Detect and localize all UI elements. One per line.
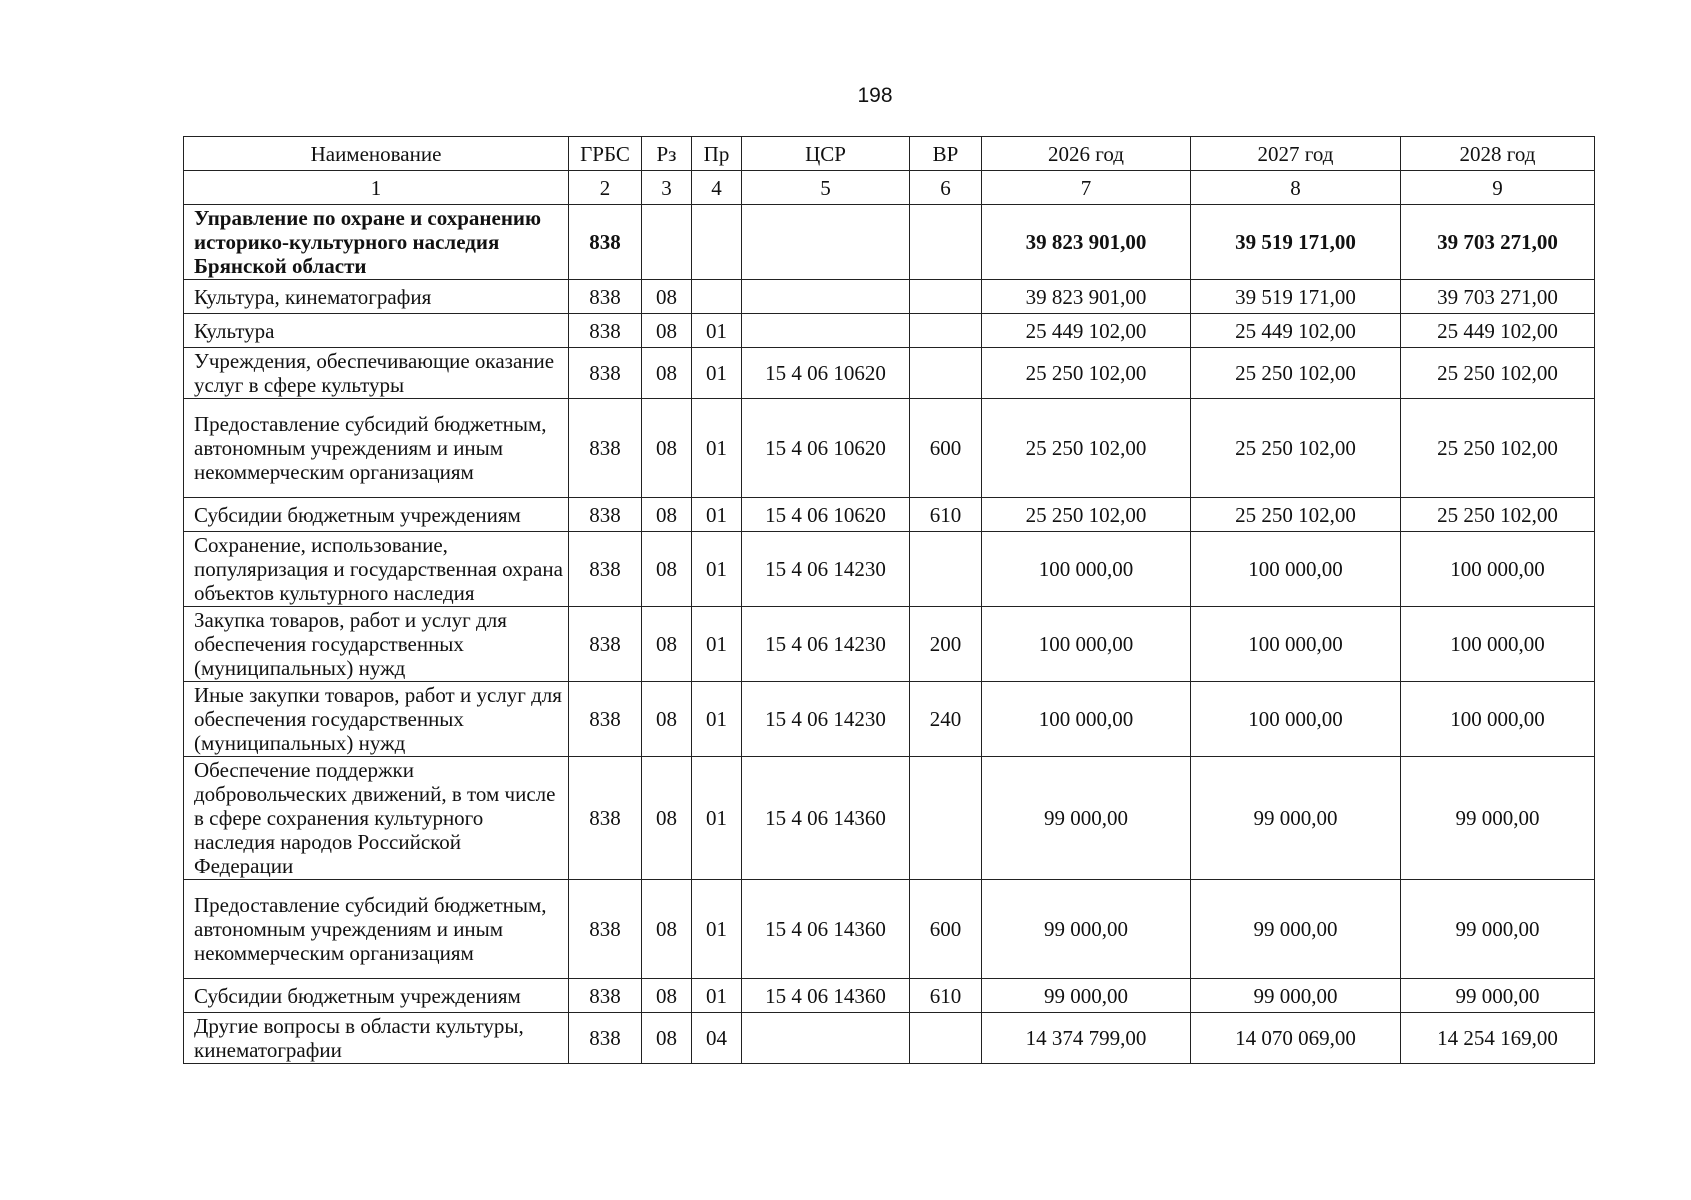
- cell-amount-2027: 25 449 102,00: [1191, 314, 1401, 348]
- cell-amount-2026: 14 374 799,00: [982, 1013, 1191, 1064]
- cell-pr: 01: [692, 399, 742, 498]
- cell-grbs: 838: [569, 498, 642, 532]
- cell-amount-2026: 25 449 102,00: [982, 314, 1191, 348]
- cell-amount-2027: 100 000,00: [1191, 682, 1401, 757]
- cell-amount-2027: 99 000,00: [1191, 757, 1401, 880]
- cell-amount-2027: 25 250 102,00: [1191, 348, 1401, 399]
- cell-rz: 08: [642, 607, 692, 682]
- cell-name: Субсидии бюджетным учреждениям: [184, 979, 569, 1013]
- cell-rz: 08: [642, 314, 692, 348]
- cell-amount-2027: 39 519 171,00: [1191, 280, 1401, 314]
- cell-rz: 08: [642, 532, 692, 607]
- cell-name: Сохранение, использование, популяризация и государственная охрана объектов культурного наследия: [184, 532, 569, 607]
- cell-grbs: 838: [569, 757, 642, 880]
- column-number: 9: [1401, 171, 1595, 205]
- cell-vr: [910, 314, 982, 348]
- cell-grbs: 838: [569, 532, 642, 607]
- cell-pr: 01: [692, 757, 742, 880]
- cell-amount-2028: 100 000,00: [1401, 532, 1595, 607]
- column-number: 1: [184, 171, 569, 205]
- cell-amount-2026: 99 000,00: [982, 979, 1191, 1013]
- col-header-pr: Пр: [692, 137, 742, 171]
- cell-rz: [642, 205, 692, 280]
- cell-grbs: 838: [569, 348, 642, 399]
- column-number: 7: [982, 171, 1191, 205]
- cell-amount-2026: 99 000,00: [982, 757, 1191, 880]
- table-row: [184, 979, 1595, 1013]
- cell-pr: 01: [692, 682, 742, 757]
- cell-rz: 08: [642, 757, 692, 880]
- table-row: [184, 498, 1595, 532]
- cell-amount-2026: 99 000,00: [982, 880, 1191, 979]
- cell-pr: [692, 205, 742, 280]
- column-number: 3: [642, 171, 692, 205]
- cell-amount-2028: 99 000,00: [1401, 757, 1595, 880]
- cell-grbs: 838: [569, 280, 642, 314]
- table-row: [184, 399, 1595, 498]
- table-row: [184, 682, 1595, 757]
- col-header-name: Наименование: [184, 137, 569, 171]
- cell-amount-2028: 14 254 169,00: [1401, 1013, 1595, 1064]
- cell-amount-2028: 25 449 102,00: [1401, 314, 1595, 348]
- cell-amount-2028: 100 000,00: [1401, 682, 1595, 757]
- cell-name: Закупка товаров, работ и услуг для обеспечения государственных (муниципальных) нужд: [184, 607, 569, 682]
- col-header-csr: ЦСР: [742, 137, 910, 171]
- cell-grbs: 838: [569, 1013, 642, 1064]
- table-row: [184, 280, 1595, 314]
- cell-name: Иные закупки товаров, работ и услуг для обеспечения государственных (муниципальных) нужд: [184, 682, 569, 757]
- cell-pr: [692, 280, 742, 314]
- cell-vr: [910, 280, 982, 314]
- cell-csr: 15 4 06 14230: [742, 532, 910, 607]
- table-row: [184, 1013, 1595, 1064]
- cell-pr: 04: [692, 1013, 742, 1064]
- cell-vr: 610: [910, 498, 982, 532]
- cell-rz: 08: [642, 348, 692, 399]
- cell-rz: 08: [642, 682, 692, 757]
- cell-csr: 15 4 06 10620: [742, 348, 910, 399]
- cell-amount-2028: 99 000,00: [1401, 979, 1595, 1013]
- column-number: 6: [910, 171, 982, 205]
- cell-rz: 08: [642, 979, 692, 1013]
- col-header-vr: ВР: [910, 137, 982, 171]
- cell-amount-2028: 25 250 102,00: [1401, 348, 1595, 399]
- cell-name: Субсидии бюджетным учреждениям: [184, 498, 569, 532]
- col-header-2027: 2027 год: [1191, 137, 1401, 171]
- cell-amount-2026: 39 823 901,00: [982, 205, 1191, 280]
- cell-name: Учреждения, обеспечивающие оказание услуг в сфере культуры: [184, 348, 569, 399]
- header-row: [184, 137, 1595, 171]
- cell-pr: 01: [692, 880, 742, 979]
- cell-pr: 01: [692, 314, 742, 348]
- cell-csr: 15 4 06 14230: [742, 682, 910, 757]
- cell-pr: 01: [692, 348, 742, 399]
- column-number: 8: [1191, 171, 1401, 205]
- page-number: 198: [857, 84, 893, 107]
- cell-name: Культура: [184, 314, 569, 348]
- table-row: [184, 314, 1595, 348]
- cell-amount-2026: 100 000,00: [982, 682, 1191, 757]
- cell-name: Управление по охране и сохранению историко-культурного наследия Брянской области: [184, 205, 569, 280]
- cell-grbs: 838: [569, 682, 642, 757]
- cell-rz: 08: [642, 880, 692, 979]
- cell-amount-2027: 100 000,00: [1191, 532, 1401, 607]
- cell-rz: 08: [642, 1013, 692, 1064]
- cell-vr: 600: [910, 399, 982, 498]
- cell-csr: [742, 1013, 910, 1064]
- cell-amount-2026: 100 000,00: [982, 607, 1191, 682]
- cell-amount-2027: 99 000,00: [1191, 880, 1401, 979]
- table-row: [184, 757, 1595, 880]
- column-number-row: [184, 171, 1595, 205]
- cell-csr: [742, 205, 910, 280]
- cell-amount-2027: 39 519 171,00: [1191, 205, 1401, 280]
- cell-grbs: 838: [569, 880, 642, 979]
- cell-csr: 15 4 06 14230: [742, 607, 910, 682]
- cell-grbs: 838: [569, 314, 642, 348]
- cell-vr: [910, 757, 982, 880]
- cell-pr: 01: [692, 607, 742, 682]
- cell-csr: 15 4 06 14360: [742, 757, 910, 880]
- cell-grbs: 838: [569, 979, 642, 1013]
- cell-vr: 200: [910, 607, 982, 682]
- cell-name: Другие вопросы в области культуры, кинематографии: [184, 1013, 569, 1064]
- cell-amount-2028: 25 250 102,00: [1401, 399, 1595, 498]
- cell-grbs: 838: [569, 607, 642, 682]
- column-number: 2: [569, 171, 642, 205]
- cell-name: Предоставление субсидий бюджетным, автономным учреждениям и иным некоммерческим организациям: [184, 399, 569, 498]
- cell-rz: 08: [642, 498, 692, 532]
- cell-vr: [910, 205, 982, 280]
- cell-vr: 240: [910, 682, 982, 757]
- cell-grbs: 838: [569, 399, 642, 498]
- col-header-2028: 2028 год: [1401, 137, 1595, 171]
- cell-csr: 15 4 06 10620: [742, 498, 910, 532]
- column-number: 4: [692, 171, 742, 205]
- cell-csr: [742, 280, 910, 314]
- cell-amount-2026: 39 823 901,00: [982, 280, 1191, 314]
- cell-vr: [910, 348, 982, 399]
- cell-amount-2027: 99 000,00: [1191, 979, 1401, 1013]
- table-row: [184, 348, 1595, 399]
- cell-amount-2026: 25 250 102,00: [982, 399, 1191, 498]
- table-row: [184, 607, 1595, 682]
- cell-rz: 08: [642, 280, 692, 314]
- cell-csr: 15 4 06 10620: [742, 399, 910, 498]
- table-row: [184, 532, 1595, 607]
- cell-name: Культура, кинематография: [184, 280, 569, 314]
- cell-amount-2027: 25 250 102,00: [1191, 498, 1401, 532]
- col-header-2026: 2026 год: [982, 137, 1191, 171]
- col-header-grbs: ГРБС: [569, 137, 642, 171]
- cell-amount-2028: 25 250 102,00: [1401, 498, 1595, 532]
- cell-amount-2026: 100 000,00: [982, 532, 1191, 607]
- cell-rz: 08: [642, 399, 692, 498]
- cell-csr: 15 4 06 14360: [742, 979, 910, 1013]
- cell-amount-2027: 100 000,00: [1191, 607, 1401, 682]
- cell-amount-2028: 100 000,00: [1401, 607, 1595, 682]
- cell-amount-2028: 39 703 271,00: [1401, 280, 1595, 314]
- cell-vr: 600: [910, 880, 982, 979]
- cell-name: Обеспечение поддержки добровольческих движений, в том числе в сфере сохранения культурного наследия народов Российской Федерации: [184, 757, 569, 880]
- cell-vr: [910, 1013, 982, 1064]
- cell-name: Предоставление субсидий бюджетным, автономным учреждениям и иным некоммерческим организациям: [184, 880, 569, 979]
- table-row: [184, 880, 1595, 979]
- cell-pr: 01: [692, 498, 742, 532]
- cell-vr: [910, 532, 982, 607]
- cell-csr: 15 4 06 14360: [742, 880, 910, 979]
- cell-amount-2028: 99 000,00: [1401, 880, 1595, 979]
- cell-grbs: 838: [569, 205, 642, 280]
- col-header-rz: Рз: [642, 137, 692, 171]
- cell-csr: [742, 314, 910, 348]
- cell-vr: 610: [910, 979, 982, 1013]
- budget-table: [183, 136, 1595, 1064]
- cell-amount-2027: 14 070 069,00: [1191, 1013, 1401, 1064]
- cell-amount-2027: 25 250 102,00: [1191, 399, 1401, 498]
- column-number: 5: [742, 171, 910, 205]
- cell-pr: 01: [692, 532, 742, 607]
- table-row: [184, 205, 1595, 280]
- cell-amount-2026: 25 250 102,00: [982, 498, 1191, 532]
- cell-amount-2026: 25 250 102,00: [982, 348, 1191, 399]
- cell-amount-2028: 39 703 271,00: [1401, 205, 1595, 280]
- cell-pr: 01: [692, 979, 742, 1013]
